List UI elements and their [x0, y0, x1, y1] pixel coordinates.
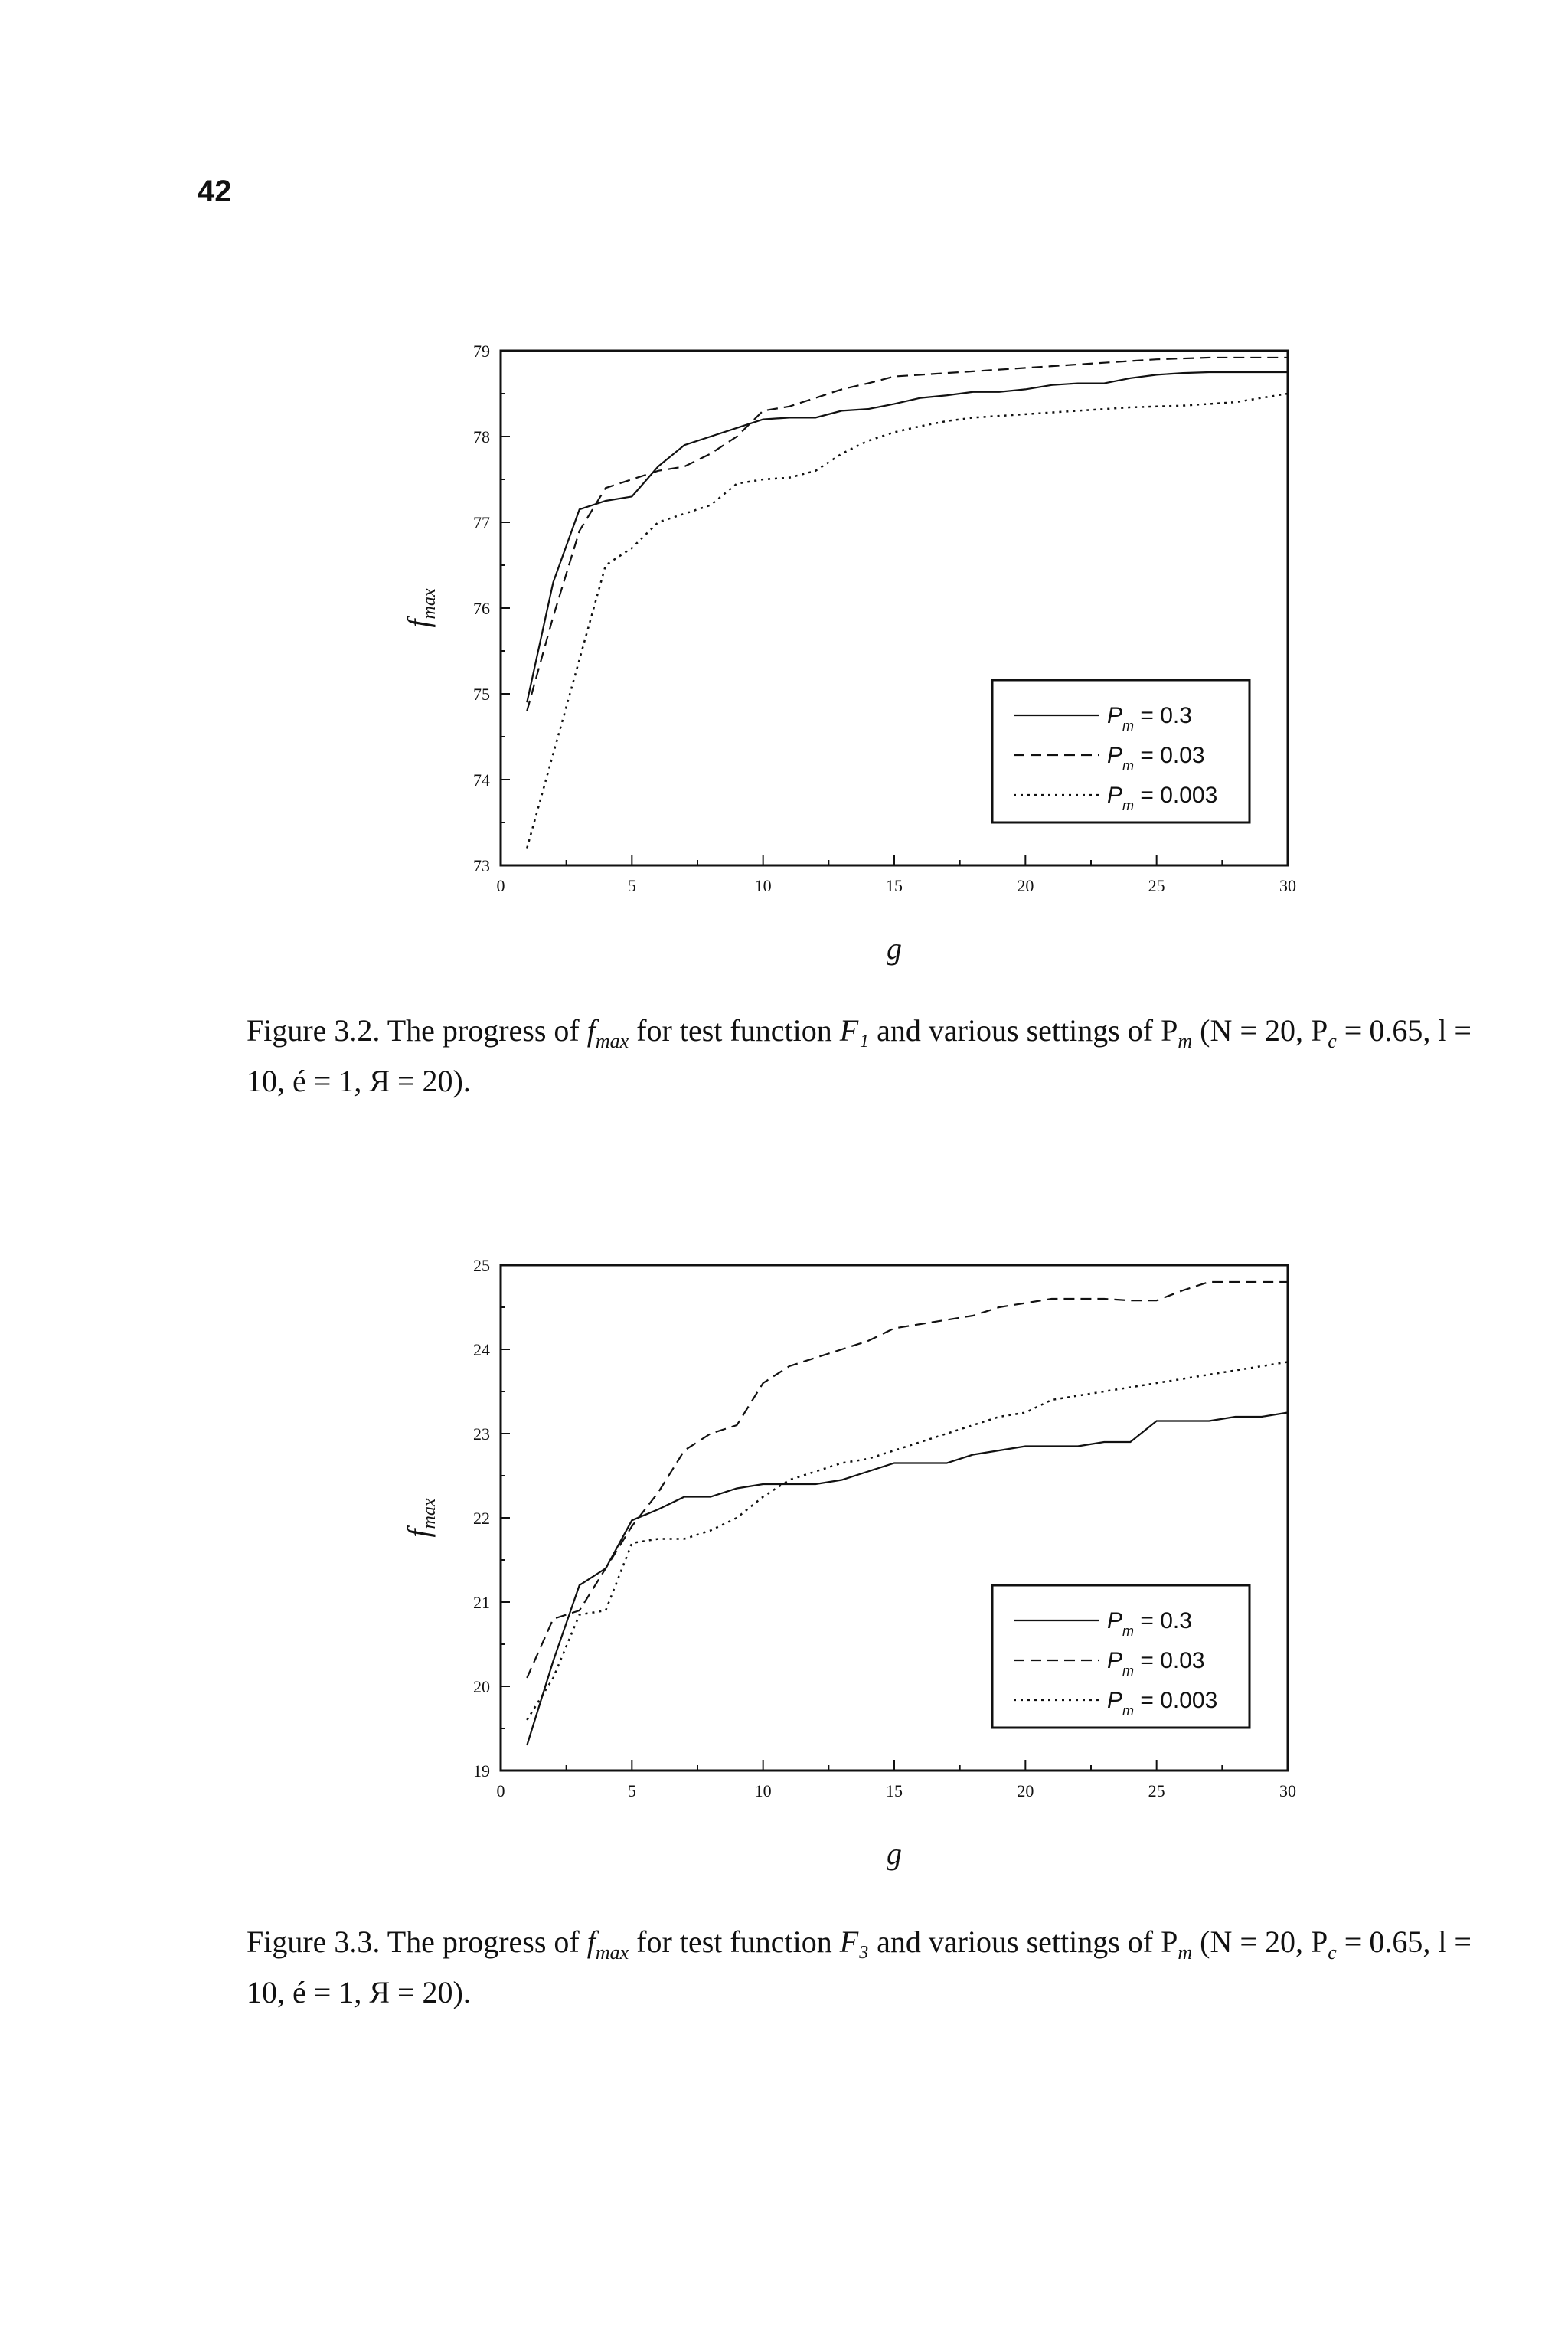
caption-params: (N = 20, P: [1192, 1924, 1328, 1959]
x-tick-label: 5: [627, 876, 636, 895]
y-tick-label: 75: [473, 685, 490, 704]
y-axis-label: $f_{max}$: [401, 1498, 439, 1538]
caption-prefix: Figure 3.2. The progress of: [247, 1013, 587, 1048]
y-tick-label: 19: [473, 1761, 490, 1781]
y-tick-label: 23: [473, 1424, 490, 1444]
legend-value: = 0.003: [1134, 1688, 1218, 1713]
legend-sub: m: [1122, 1663, 1135, 1679]
y-tick-label: 77: [473, 513, 490, 532]
caption-func: F₁: [839, 1013, 870, 1048]
caption-rest: and various settings of P: [869, 1924, 1178, 1959]
chart-fmax-f3: [0, 1187, 1568, 1876]
chart-fmax-f1: [0, 0, 1568, 966]
legend-value: = 0.003: [1134, 783, 1218, 808]
y-axis-label-sub: max: [420, 1498, 439, 1529]
caption-mid: for test function: [629, 1924, 840, 1959]
y-tick-label: 78: [473, 427, 490, 446]
x-tick-label: 0: [496, 876, 505, 895]
caption-fsub: max: [595, 1941, 629, 1964]
caption-fsym: f: [586, 1924, 596, 1959]
chart-svg-f1: [0, 0, 1568, 966]
y-tick-label: 22: [473, 1509, 490, 1528]
legend-sub: m: [1122, 1624, 1135, 1639]
legend-symbol: P: [1107, 703, 1123, 728]
caption-mid: for test function: [629, 1013, 840, 1048]
caption-fsub: max: [595, 1030, 629, 1052]
caption-params-sub: c: [1328, 1030, 1337, 1052]
y-tick-label: 73: [473, 856, 490, 875]
y-tick-label: 74: [473, 770, 490, 790]
series-line-1: [527, 358, 1288, 711]
caption-figure-3-2: [247, 1011, 1472, 1101]
legend-symbol: P: [1107, 1688, 1123, 1713]
y-tick-label: 79: [473, 342, 490, 361]
x-tick-label: 15: [886, 876, 903, 895]
y-tick-label: 20: [473, 1677, 490, 1696]
x-tick-label: 5: [627, 1781, 636, 1800]
caption-rest: and various settings of P: [869, 1013, 1178, 1048]
caption-rest-sub: m: [1178, 1030, 1193, 1052]
legend-symbol: P: [1107, 743, 1123, 768]
x-axis-label: g: [887, 931, 902, 966]
y-tick-label: 21: [473, 1593, 490, 1612]
x-axis-label: g: [887, 1836, 902, 1871]
chart-svg-f3: [0, 1187, 1568, 1876]
legend-value: = 0.03: [1134, 743, 1205, 768]
x-tick-label: 30: [1279, 1781, 1296, 1800]
x-tick-label: 10: [754, 1781, 772, 1800]
legend-sub: m: [1122, 798, 1135, 813]
x-tick-label: 10: [754, 876, 772, 895]
series-line-0: [527, 372, 1288, 702]
caption-prefix: Figure 3.3. The progress of: [247, 1924, 587, 1959]
x-tick-label: 25: [1148, 1781, 1165, 1800]
y-tick-label: 24: [473, 1340, 490, 1359]
page-number: 42: [198, 175, 232, 208]
x-tick-label: 0: [496, 1781, 505, 1800]
x-tick-label: 30: [1279, 876, 1296, 895]
x-tick-label: 20: [1017, 876, 1034, 895]
x-tick-label: 20: [1017, 1781, 1034, 1800]
caption-rest-sub: m: [1178, 1941, 1193, 1964]
y-axis-label-sub: max: [420, 588, 439, 620]
x-tick-label: 15: [886, 1781, 903, 1800]
y-tick-label: 76: [473, 599, 490, 618]
legend-sub: m: [1122, 718, 1135, 734]
caption-func: F₃: [839, 1924, 870, 1959]
legend-sub: m: [1122, 758, 1135, 773]
legend-value: = 0.03: [1134, 1648, 1205, 1673]
caption-params: (N = 20, P: [1192, 1013, 1328, 1048]
caption-params-sub: c: [1328, 1941, 1337, 1964]
caption-figure-3-3: [247, 1922, 1472, 2013]
caption-params-tail: = 0.65, l = 10, é = 1, Я = 20).: [247, 1013, 1472, 1098]
y-axis-label: $f_{max}$: [401, 588, 439, 628]
legend-symbol: P: [1107, 1608, 1123, 1633]
caption-params-tail: = 0.65, l = 10, é = 1, Я = 20).: [247, 1924, 1472, 2009]
x-tick-label: 25: [1148, 876, 1165, 895]
legend-value: = 0.3: [1134, 1608, 1192, 1633]
y-tick-label: 25: [473, 1256, 490, 1275]
legend-sub: m: [1122, 1703, 1135, 1718]
caption-fsym: f: [586, 1013, 596, 1048]
legend-value: = 0.3: [1134, 703, 1192, 728]
legend-symbol: P: [1107, 783, 1123, 808]
legend-symbol: P: [1107, 1648, 1123, 1673]
